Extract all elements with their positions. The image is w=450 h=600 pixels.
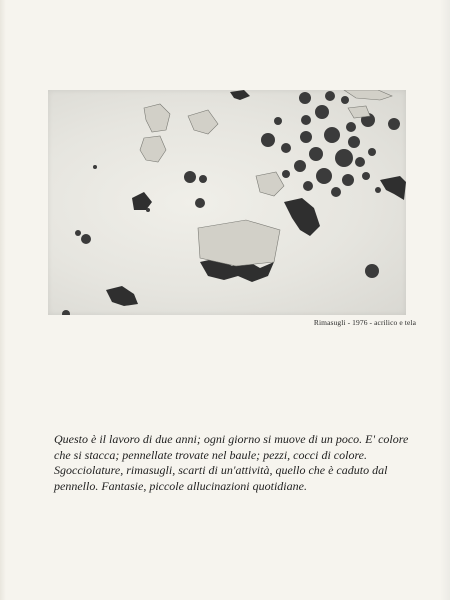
paragraph-2: Sgocciolature, rimasugli, scarti di un'attività, quello che è caduto dal pennello. Fantasie, piccole allucinazioni quotidiane. xyxy=(54,463,388,493)
body-text xyxy=(54,432,414,494)
paragraph-1: Questo è il lavoro di due anni; ogni giorno si muove di un poco. E' colore che si stacca; pennellate trovate nel baule; pezzi, cocci di colore. xyxy=(54,432,409,462)
artwork-photograph xyxy=(48,90,406,315)
artwork-caption: Rimasugli - 1976 - acrilico e tela xyxy=(313,318,416,327)
paint-fragments-image xyxy=(48,90,406,315)
